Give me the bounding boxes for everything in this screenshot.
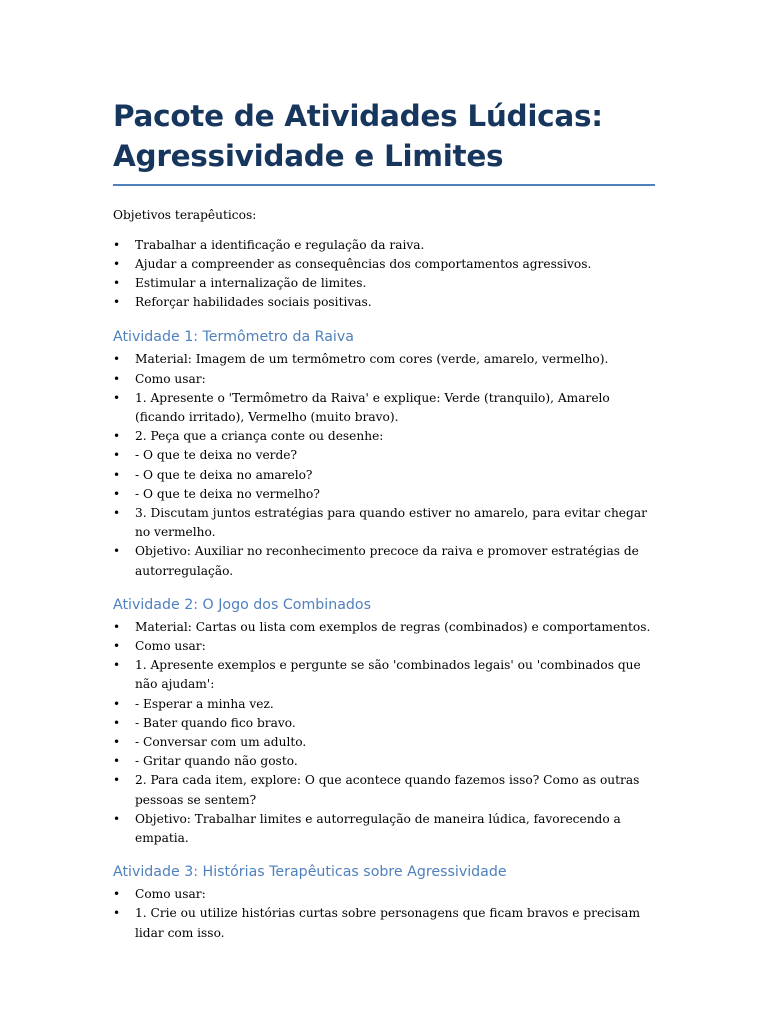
title-line-1: Pacote de Atividades Lúdicas: <box>113 99 603 133</box>
list-item: • Objetivo: Trabalhar limites e autorregulação de maneira lúdica, favorecendo a empatia. <box>113 811 621 845</box>
list-item: • - O que te deixa no amarelo? <box>113 466 655 485</box>
list-item: • - Bater quando fico bravo. <box>113 714 655 733</box>
activity-1-list <box>113 350 655 580</box>
list-item: • Como usar: <box>113 370 655 389</box>
bullet-icon: • <box>113 486 121 501</box>
bullet-icon: • <box>113 467 121 482</box>
activity-2-list <box>113 618 655 848</box>
activity-1-heading: Atividade 1: Termômetro da Raiva <box>113 329 354 346</box>
activity-2-heading: Atividade 2: O Jogo dos Combinados <box>113 596 372 613</box>
bullet-icon: • <box>113 638 121 653</box>
list-item: • 3. Discutam juntos estratégias para quando estiver no amarelo, para evitar chegar no vermelho. <box>113 505 647 540</box>
list-item: • 2. Peça que a criança conte ou desenhe: <box>113 427 655 446</box>
document-title <box>113 96 655 176</box>
bullet-icon: • <box>113 237 121 252</box>
list-item: • Estimular a internalização de limites. <box>113 274 655 293</box>
bullet-icon: • <box>113 658 121 673</box>
list-item: • Objetivo: Auxiliar no reconhecimento precoce da raiva e promover estratégias de autorregulação. <box>113 544 639 578</box>
bullet-icon: • <box>113 887 121 902</box>
list-item: • Material: Cartas ou lista com exemplos de regras (combinados) e comportamentos. <box>113 618 655 637</box>
bullet-icon: • <box>113 811 121 826</box>
bullet-icon: • <box>113 544 121 559</box>
document-page <box>113 96 655 943</box>
bullet-icon: • <box>113 448 121 463</box>
bullet-icon: • <box>113 275 121 290</box>
bullet-icon: • <box>113 754 121 769</box>
bullet-icon: • <box>113 906 121 921</box>
list-item: • - Gritar quando não gosto. <box>113 752 655 771</box>
list-item: • Como usar: <box>113 637 655 656</box>
bullet-icon: • <box>113 696 121 711</box>
list-item: • 1. Apresente exemplos e pergunte se são 'combinados legais' ou 'combinados que não ajudam': <box>113 658 641 692</box>
list-item: • Trabalhar a identificação e regulação da raiva. <box>113 236 655 255</box>
bullet-icon: • <box>113 505 121 520</box>
title-line-2: Agressividade e Limites <box>113 139 504 173</box>
bullet-icon: • <box>113 429 121 444</box>
bullet-icon: • <box>113 371 121 386</box>
list-item: • - O que te deixa no vermelho? <box>113 485 655 504</box>
bullet-icon: • <box>113 715 121 730</box>
list-item: • - Conversar com um adulto. <box>113 733 655 752</box>
list-item: • - O que te deixa no verde? <box>113 446 655 465</box>
list-item: • Como usar: <box>113 885 655 904</box>
list-item: • Material: Imagem de um termômetro com cores (verde, amarelo, vermelho). <box>113 350 655 369</box>
activity-3-heading: Atividade 3: Histórias Terapêuticas sobre Agressividade <box>113 864 507 881</box>
objectives-intro: Objetivos terapêuticos: <box>113 208 257 222</box>
activity-3-list <box>113 885 655 943</box>
list-item: • Reforçar habilidades sociais positivas. <box>113 293 655 312</box>
bullet-icon: • <box>113 773 121 788</box>
objectives-list <box>113 236 655 313</box>
list-item: • Ajudar a compreender as consequências dos comportamentos agressivos. <box>113 255 655 274</box>
list-item: • 2. Para cada item, explore: O que acontece quando fazemos isso? Como as outras pessoas se sentem? <box>113 773 640 807</box>
title-divider <box>113 184 655 186</box>
bullet-icon: • <box>113 256 121 271</box>
bullet-icon: • <box>113 352 121 367</box>
bullet-icon: • <box>113 390 121 405</box>
bullet-icon: • <box>113 295 121 310</box>
list-item: • 1. Apresente o 'Termômetro da Raiva' e explique: Verde (tranquilo), Amarelo (ficando irritado), Vermelho (muito bravo). <box>113 390 610 424</box>
bullet-icon: • <box>113 619 121 634</box>
list-item: • 1. Crie ou utilize histórias curtas sobre personagens que ficam bravos e precisam lidar com isso. <box>113 906 641 940</box>
list-item: • - Esperar a minha vez. <box>113 695 655 714</box>
bullet-icon: • <box>113 734 121 749</box>
